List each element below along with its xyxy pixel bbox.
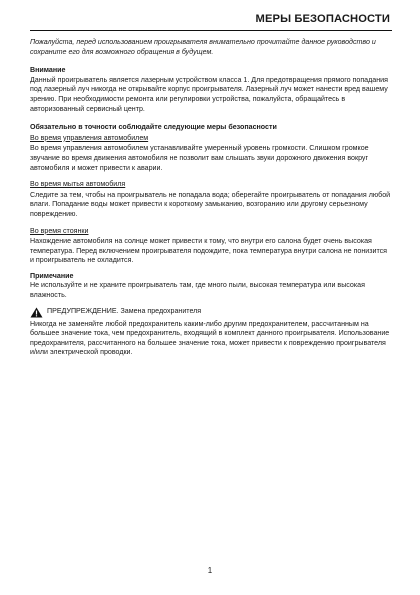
parking-text: Нахождение автомобиля на солнце может привести к тому, что внутри его салона будет очень высокая температура. Перед включением проигрывателя подождите, пока температура внутри салона не понизится и проигрыватель не охладится. [30, 237, 388, 265]
page-number: 1 [207, 566, 213, 575]
driving-subheading: Во время управления автомобилем [30, 133, 149, 142]
title-bar [30, 10, 392, 31]
warning-title-line [30, 307, 392, 318]
note-text: Не используйте и не храните проигрыватель там, где много пыли, высокая температура или высокая влажность. [30, 281, 365, 300]
safety-heading: Обязательно в точности соблюдайте следующие меры безопасности [30, 123, 277, 132]
washing-subheading: Во время мытья автомобиля [30, 180, 126, 189]
attention-section [30, 66, 392, 114]
driving-section [30, 134, 392, 173]
intro-text: Пожалуйста, перед использованием проигрывателя внимательно прочитайте данное руководство и сохраните его для возможного обращения в будущем. [30, 38, 376, 56]
warning-label: ПРЕДУПРЕЖДЕНИЕ. Замена предохранителя [47, 307, 202, 316]
parking-subheading: Во время стоянки [30, 226, 89, 235]
note-section [30, 272, 392, 301]
parking-section [30, 227, 392, 266]
warning-text: Никогда не заменяйте любой предохранитель каким-либо другим предохранителем, рассчитанным на большее значение тока, чем предохранитель, входящий в комплект данного проигрывателя. Использование предохранителя, рассчитанного на большее значение тока, может привести к повреждению проигрывателя и/или электрической проводки. [30, 319, 390, 357]
page-title: МЕРЫ БЕЗОПАСНОСТИ [255, 13, 390, 25]
note-heading: Примечание [30, 271, 74, 280]
attention-heading: Внимание [30, 66, 66, 75]
washing-text: Следите за тем, чтобы на проигрыватель не попадала вода; оберегайте проигрыватель от попадания любой влаги. Попадание воды может привести к короткому замыканию, возгоранию или другому серьезному повреждению. [30, 190, 391, 218]
warning-section [30, 307, 392, 358]
safety-section [30, 123, 392, 266]
warning-triangle-icon [30, 307, 43, 318]
driving-text: Во время управления автомобилем устанавливайте умеренный уровень громкости. Слишком громкое звучание во время движения автомобиля не позволит вам слышать звуки дорожного движения вокруг автомобиля и может привести к аварии. [30, 144, 369, 172]
attention-text: Данный проигрыватель является лазерным устройством класса 1. Для предотвращения прямого попадания под лазерный луч никогда не открывайте корпус проигрывателя. Лазерный луч может нанести вред вашему зрению. При необходимости ремонта или регулировки устройства, пожалуйста, обращайтесь в авторизованный сервисный центр. [30, 75, 388, 113]
washing-section [30, 180, 392, 219]
page-content [30, 38, 392, 367]
